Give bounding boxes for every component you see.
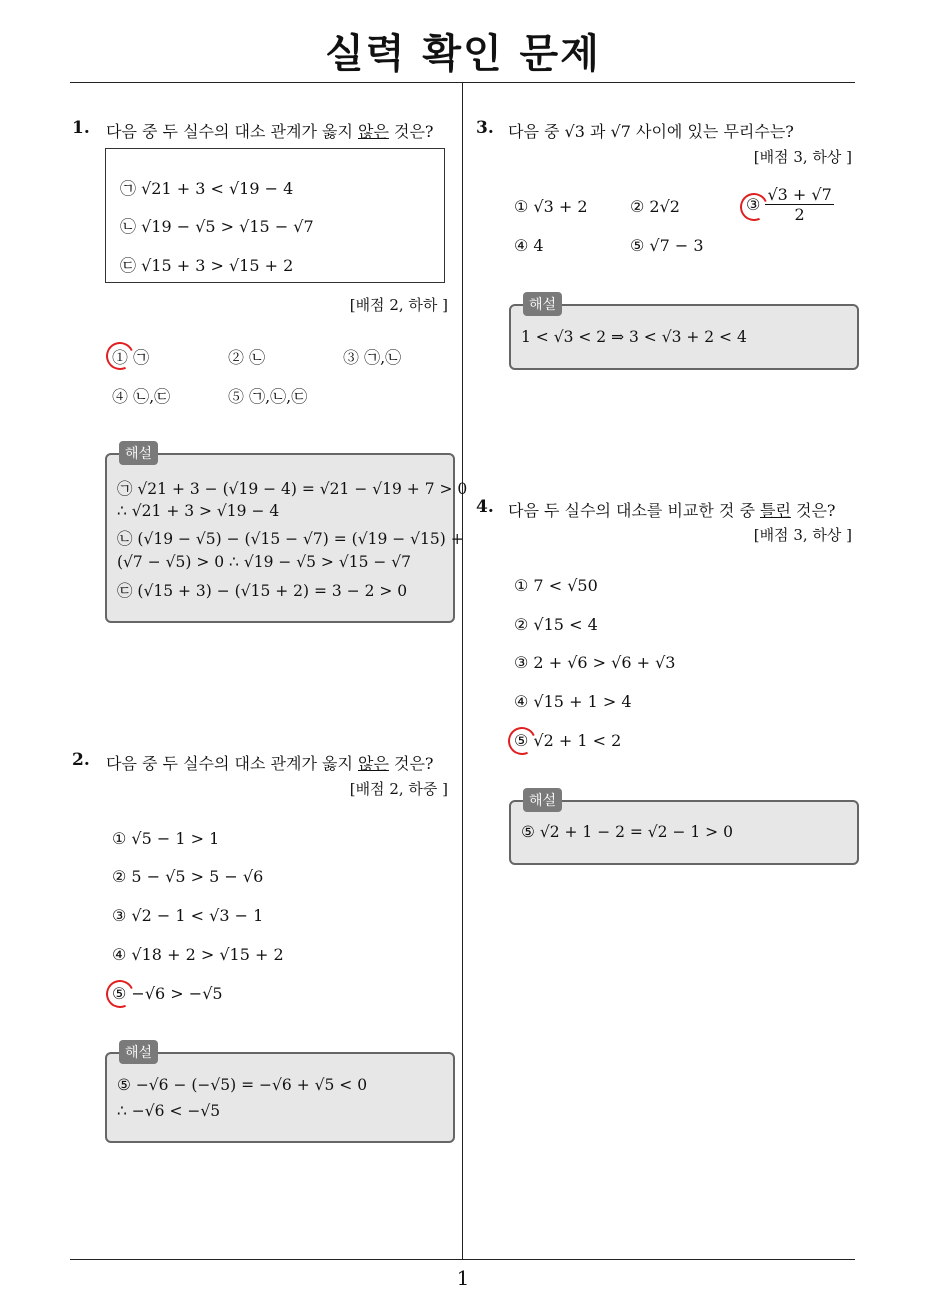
q2-solution-box bbox=[105, 1052, 455, 1143]
q4-text-pre: 다음 두 실수의 대소를 비교한 것 중 bbox=[508, 501, 760, 520]
q2-option[interactable]: ③ √2 − 1 < √3 − 1 bbox=[112, 906, 264, 925]
q3-option[interactable]: ④ 4 bbox=[514, 236, 544, 255]
q2-option[interactable]: ⑤ −√6 > −√5 bbox=[112, 984, 223, 1003]
q3-option[interactable] bbox=[746, 185, 834, 224]
q3-option-3-fraction bbox=[765, 185, 833, 224]
q3-score: [배점 3, 하상 ] bbox=[753, 148, 852, 166]
q1-option[interactable]: ① ㉠ bbox=[112, 348, 150, 367]
q2-text-pre: 다음 중 두 실수의 대소 관계가 옳지 bbox=[106, 754, 358, 773]
fraction-numerator: √3 + √7 bbox=[767, 185, 832, 204]
q1-solution-line: ㉠ √21 + 3 − (√19 − 4) = √21 − √19 + 7 > 0 bbox=[117, 480, 468, 498]
q3-solution-label: 해설 bbox=[523, 292, 562, 316]
q1-text bbox=[106, 119, 434, 142]
q2-option[interactable]: ② 5 − √5 > 5 − √6 bbox=[112, 867, 264, 886]
q1-text-post: 것은? bbox=[388, 122, 434, 141]
page-title: 실력 확인 문제 bbox=[325, 31, 601, 77]
q2-text-underlined: 않은 bbox=[358, 754, 389, 773]
q3-number: 3. bbox=[476, 118, 494, 138]
q2-option[interactable]: ① √5 − 1 > 1 bbox=[112, 829, 220, 848]
q2-text-post: 것은? bbox=[388, 754, 434, 773]
q2-number: 2. bbox=[72, 750, 90, 770]
q1-solution-line: ㉡ (√19 − √5) − (√15 − √7) = (√19 − √15) + bbox=[117, 530, 464, 548]
q4-text-post: 것은? bbox=[790, 501, 836, 520]
q2-text bbox=[106, 751, 434, 774]
q3-option-3-marker: ③ bbox=[746, 195, 761, 214]
q2-solution-label: 해설 bbox=[119, 1040, 158, 1064]
q1-option[interactable]: ⑤ ㉠,㉡,㉢ bbox=[228, 387, 308, 406]
q1-statement: ㉡ √19 − √5 > √15 − √7 bbox=[120, 217, 314, 236]
column-divider bbox=[462, 83, 463, 1260]
q3-option[interactable]: ⑤ √7 − 3 bbox=[630, 236, 704, 255]
q3-option[interactable]: ① √3 + 2 bbox=[514, 197, 588, 216]
q4-option[interactable]: ④ √15 + 1 > 4 bbox=[514, 692, 632, 711]
q2-option[interactable]: ④ √18 + 2 > √15 + 2 bbox=[112, 945, 284, 964]
q1-solution-line: (√7 − √5) > 0 ∴ √19 − √5 > √15 − √7 bbox=[117, 553, 412, 571]
fraction-denominator: 2 bbox=[794, 205, 805, 224]
q1-text-underlined: 않은 bbox=[358, 122, 389, 141]
q3-text: 다음 중 √3 과 √7 사이에 있는 무리수는? bbox=[508, 122, 794, 141]
q2-score: [배점 2, 하중 ] bbox=[349, 780, 448, 798]
q1-solution-label: 해설 bbox=[119, 441, 158, 465]
page-number: 1 bbox=[456, 1266, 470, 1290]
q1-score: [배점 2, 하하 ] bbox=[349, 296, 448, 314]
q4-solution-line: ⑤ √2 + 1 − 2 = √2 − 1 > 0 bbox=[521, 823, 733, 841]
q4-option[interactable]: ② √15 < 4 bbox=[514, 615, 598, 634]
bottom-rule bbox=[70, 1259, 855, 1260]
q2-solution-line: ⑤ −√6 − (−√5) = −√6 + √5 < 0 bbox=[117, 1076, 368, 1094]
q1-solution-line: ㉢ (√15 + 3) − (√15 + 2) = 3 − 2 > 0 bbox=[117, 582, 408, 600]
q1-number: 1. bbox=[72, 118, 90, 138]
q4-solution-label: 해설 bbox=[523, 788, 562, 812]
q1-option[interactable]: ② ㉡ bbox=[228, 348, 266, 367]
q1-statement: ㉠ √21 + 3 < √19 − 4 bbox=[120, 179, 294, 198]
q4-option[interactable]: ③ 2 + √6 > √6 + √3 bbox=[514, 653, 676, 672]
q4-text bbox=[508, 498, 836, 521]
q1-option[interactable]: ③ ㉠,㉡ bbox=[343, 348, 402, 367]
q4-score: [배점 3, 하상 ] bbox=[753, 526, 852, 544]
q2-solution-line: ∴ −√6 < −√5 bbox=[117, 1102, 221, 1120]
q3-solution-line: 1 < √3 < 2 ⇒ 3 < √3 + 2 < 4 bbox=[521, 328, 747, 346]
q4-option[interactable]: ⑤ √2 + 1 < 2 bbox=[514, 731, 622, 750]
q1-statement: ㉢ √15 + 3 > √15 + 2 bbox=[120, 256, 294, 275]
q4-text-underlined: 틀린 bbox=[760, 501, 791, 520]
q4-number: 4. bbox=[476, 497, 494, 517]
q3-option[interactable]: ② 2√2 bbox=[630, 197, 680, 216]
q1-option[interactable]: ④ ㉡,㉢ bbox=[112, 387, 171, 406]
q4-option[interactable]: ① 7 < √50 bbox=[514, 576, 598, 595]
q1-solution-line: ∴ √21 + 3 > √19 − 4 bbox=[117, 502, 280, 520]
q1-text-pre: 다음 중 두 실수의 대소 관계가 옳지 bbox=[106, 122, 358, 141]
